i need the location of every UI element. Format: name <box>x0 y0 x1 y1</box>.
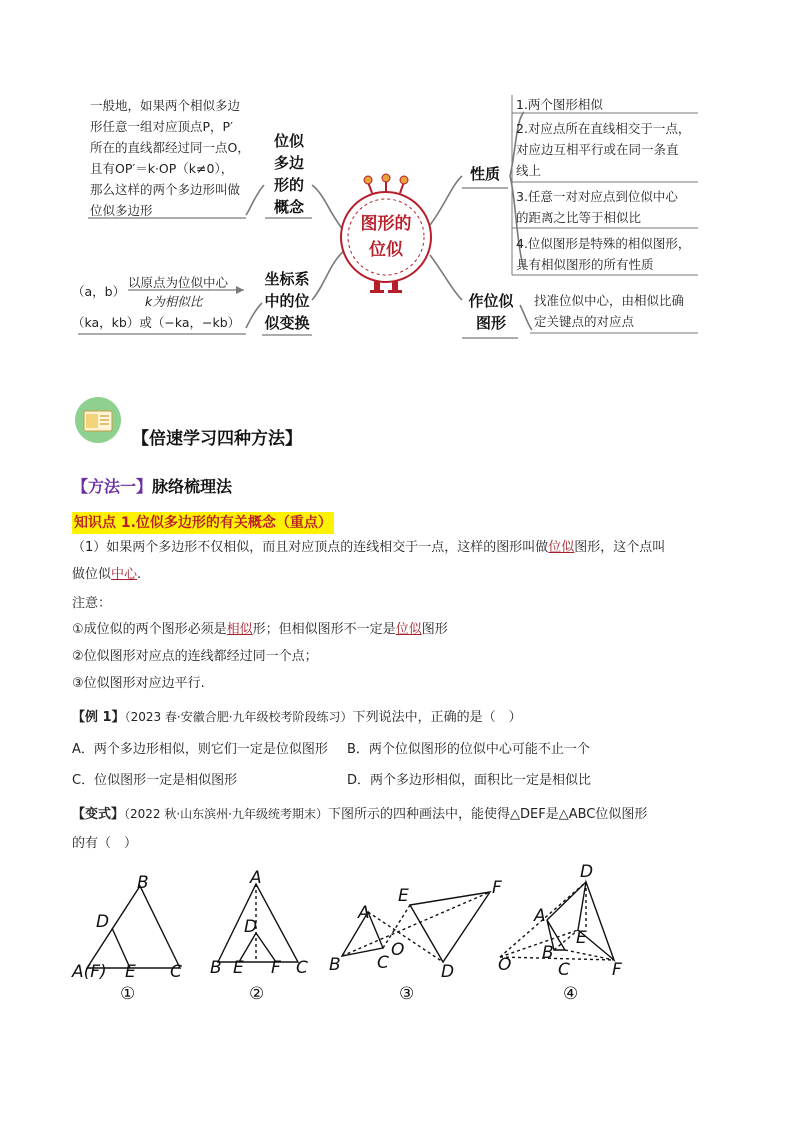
construct-label: 作位似 图形 <box>468 292 514 332</box>
fig2-label-e: E <box>233 958 244 978</box>
fig3-label-d: D <box>441 962 455 982</box>
variant-question-line-1: 【变式】（2022 秋·山东滨州·九年级统考期末）下图所示的四种画法中，能使得△DEF是△ABC位似图形 <box>72 807 648 822</box>
fig4-label-f: F <box>612 960 622 980</box>
fig1-label-e: E <box>125 962 136 982</box>
property-label: 性质 <box>469 165 500 183</box>
property-item-2: 2.对应点所在直线相交于一点， 对应边互相平行或在同一条直 线上 <box>516 121 691 178</box>
coordinate-label: 坐标系 中的位 似变换 <box>264 270 310 332</box>
property-item-4: 4.位似图形是特殊的相似图形， 具有相似图形的所有性质 <box>516 236 691 272</box>
coord-arrow-bottom: k为相似比 <box>145 294 203 309</box>
fig3-label-f: F <box>492 878 502 898</box>
note-3: ③位似图形对应边平行. <box>72 676 205 691</box>
fig2-label-b: B <box>210 958 222 978</box>
fig1-label-d: D <box>96 912 110 932</box>
concept-text: 一般地，如果两个相似多边 形任意一组对应顶点P，P′ 所在的直线都经过同一点O， 且有OP′＝k·OP（k≠0）， 那么这样的两个多边形叫做 位似多边形 <box>90 98 250 218</box>
method-heading: 【方法一】脉络梳理法 <box>72 477 233 496</box>
property-item-1: 1.两个图形相似 <box>516 97 603 112</box>
fig2-label-a: A <box>250 868 262 888</box>
center-title: 图形的 位似 <box>360 214 412 260</box>
mind-map <box>0 0 794 345</box>
example-1-option-a: A．两个多边形相似，则它们一定是位似图形 <box>72 742 328 757</box>
example-1-option-c: C．位似图形一定是相似图形 <box>72 773 238 788</box>
fig3-label-a: A <box>358 903 370 923</box>
fig3-label-c: C <box>377 953 389 973</box>
fig2-label-c: C <box>296 958 308 978</box>
fig3-label-o: O <box>391 940 405 960</box>
knowledge-point: 知识点 1.位似多边形的有关概念（重点） <box>72 512 334 534</box>
fig3-label-b: B <box>329 955 341 975</box>
fig4-label-d: D <box>580 862 594 882</box>
fig2-label-d: D <box>244 917 258 937</box>
fig2-number: ② <box>249 984 265 1004</box>
fig1-label-af: A(F) <box>72 962 107 982</box>
note-title: 注意： <box>72 596 112 611</box>
concept-label: 位似 多边 形的 概念 <box>273 132 304 216</box>
fig4-label-b: B <box>542 943 554 963</box>
example-1-question: 【例 1】（2023 春·安徽合肥·九年级校考阶段练习）下列说法中，正确的是（ ） <box>72 710 522 725</box>
fig4-label-a: A <box>534 906 546 926</box>
definition-line-1: （1）如果两个多边形不仅相似，而且对应顶点的连线相交于一点，这样的图形叫做位似图形，这个点叫 <box>72 540 666 555</box>
section-title: 【倍速学习四种方法】 <box>132 429 302 449</box>
property-item-3: 3.任意一对对应点到位似中心 的距离之比等于相似比 <box>516 189 678 225</box>
book-icon <box>74 396 122 444</box>
note-1: ①成位似的两个图形必须是相似形；但相似图形不一定是位似图形 <box>72 622 448 637</box>
fig2-label-f: F <box>271 958 281 978</box>
example-1-option-d: D．两个多边形相似，面积比一定是相似比 <box>347 773 592 788</box>
fig4-label-c: C <box>558 960 570 980</box>
fig1-label-c: C <box>170 962 182 982</box>
coord-arrow-top: 以原点为位似中心 <box>128 275 229 290</box>
coord-point-1: （a，b） <box>72 284 126 299</box>
fig1-label-b: B <box>137 873 149 893</box>
fig3-label-e: E <box>398 886 409 906</box>
fig3-number: ③ <box>399 984 415 1004</box>
fig4-label-e: E <box>576 928 587 948</box>
variant-question-line-2: 的有（ ） <box>72 836 138 851</box>
figure-4 <box>500 882 614 960</box>
example-1-option-b: B．两个位似图形的位似中心可能不止一个 <box>347 742 590 757</box>
note-2: ②位似图形对应点的连线都经过同一个点； <box>72 649 318 664</box>
fig4-number: ④ <box>563 984 579 1004</box>
fig4-label-o: O <box>498 955 512 975</box>
coord-point-2: （ka，kb）或（−ka，−kb） <box>72 315 241 330</box>
figure-2 <box>218 884 298 962</box>
definition-line-2: 做位似中心. <box>72 567 142 582</box>
construct-text: 找准位似中心，由相似比确 定关键点的对应点 <box>534 293 685 329</box>
fig1-number: ① <box>120 984 136 1004</box>
